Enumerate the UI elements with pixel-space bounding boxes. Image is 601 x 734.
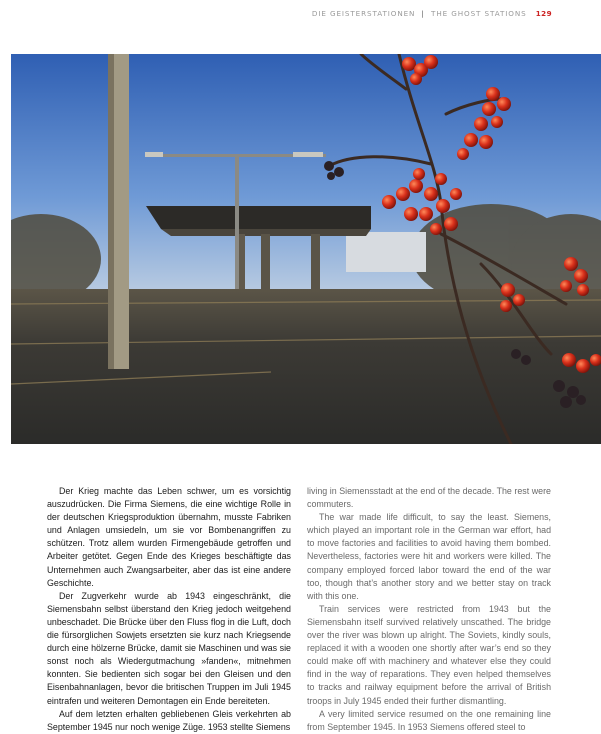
distant-building: [346, 232, 426, 272]
english-paragraph-3: A very limited service resumed on the one remaining line from September 1945. In 1953 Siemens offered steel to: [307, 708, 551, 732]
german-paragraph-2: Der Zugverkehr wurde ab 1943 eingeschränkt, die Siemensbahn selbst überstand den Krieg jedoch weitgehend unbeschadet. Die Brücke über den Fluss flog in die Luft, doch die fürsorglichen Sowjets ersetzten sie kurz nach Kriegsende durch eine hölzerne Brücke, damit sie Maschinen und was sie sonst noch als Wiedergutmachung »fanden«, mitnehmen konnten. Sie bedienten sich sogar bei den Gleisen und den Eisenbahnanlagen, bevor die britischen Truppen im Juli 1945 eintrafen und weiteren Demontagen ein Ende bereiteten.: [47, 590, 291, 706]
german-paragraph-1: Der Krieg machte das Leben schwer, um es vorsichtig auszudrücken. Die Firma Siemens, die eine wichtige Rolle in der deutschen Kriegsproduktion übernahm, musste Fabriken und Anlagen umsiedeln, um sie vor Bombenangriffen zu schützen. Trotz allem wurden Firmengebäude getroffen und Arbeiter getötet. Gegen Ende des Krieges beschäftigte das Unternehmen auch Zwangsarbeiter, aber das ist eine andere Geschichte.: [47, 486, 291, 588]
running-header: [312, 9, 552, 18]
german-paragraph-3: Auf dem letzten erhalten gebliebenen Gleis verkehrten ab September 1945 nur noch wenige Züge. 1953 stellte Siemens: [47, 708, 291, 732]
english-text-column: [307, 485, 551, 734]
header-english-title: THE GHOST STATIONS: [431, 9, 527, 18]
english-paragraph-2: Train services were restricted from 1943 but the Siemensbahn itself survived relatively unscathed. The bridge over the river was blown up alright. The Soviets, kindly souls, replaced it with a wooden one shortly after war’s end so they could make off with machinery and whatever else they could find in the way of reparations. They even helped themselves to tracks and railway equipment before the arrival of British troops in July 1945 ended their further dismantling.: [307, 603, 551, 706]
english-paragraph-1: The war made life difficult, to say the least. Siemens, which played an important role in the German war effort, had to move factories and facilities to avoid having them bombed. Nevertheless, factories were hit and workers were killed. The company employed forced labor toward the end of the war too, though that’s another story and we better stay on track with this one.: [307, 512, 551, 601]
english-paragraph-0: living in Siemensstadt at the end of the decade. The rest were commuters.: [307, 486, 551, 510]
platform-ground: [11, 289, 601, 444]
german-text-column: [47, 485, 291, 734]
header-separator: |: [421, 9, 425, 18]
ghost-station-photo: [11, 54, 601, 444]
page-number: 129: [535, 9, 552, 18]
photo-illustration: [11, 54, 601, 444]
header-german-title: DIE GEISTERSTATIONEN: [311, 9, 416, 18]
